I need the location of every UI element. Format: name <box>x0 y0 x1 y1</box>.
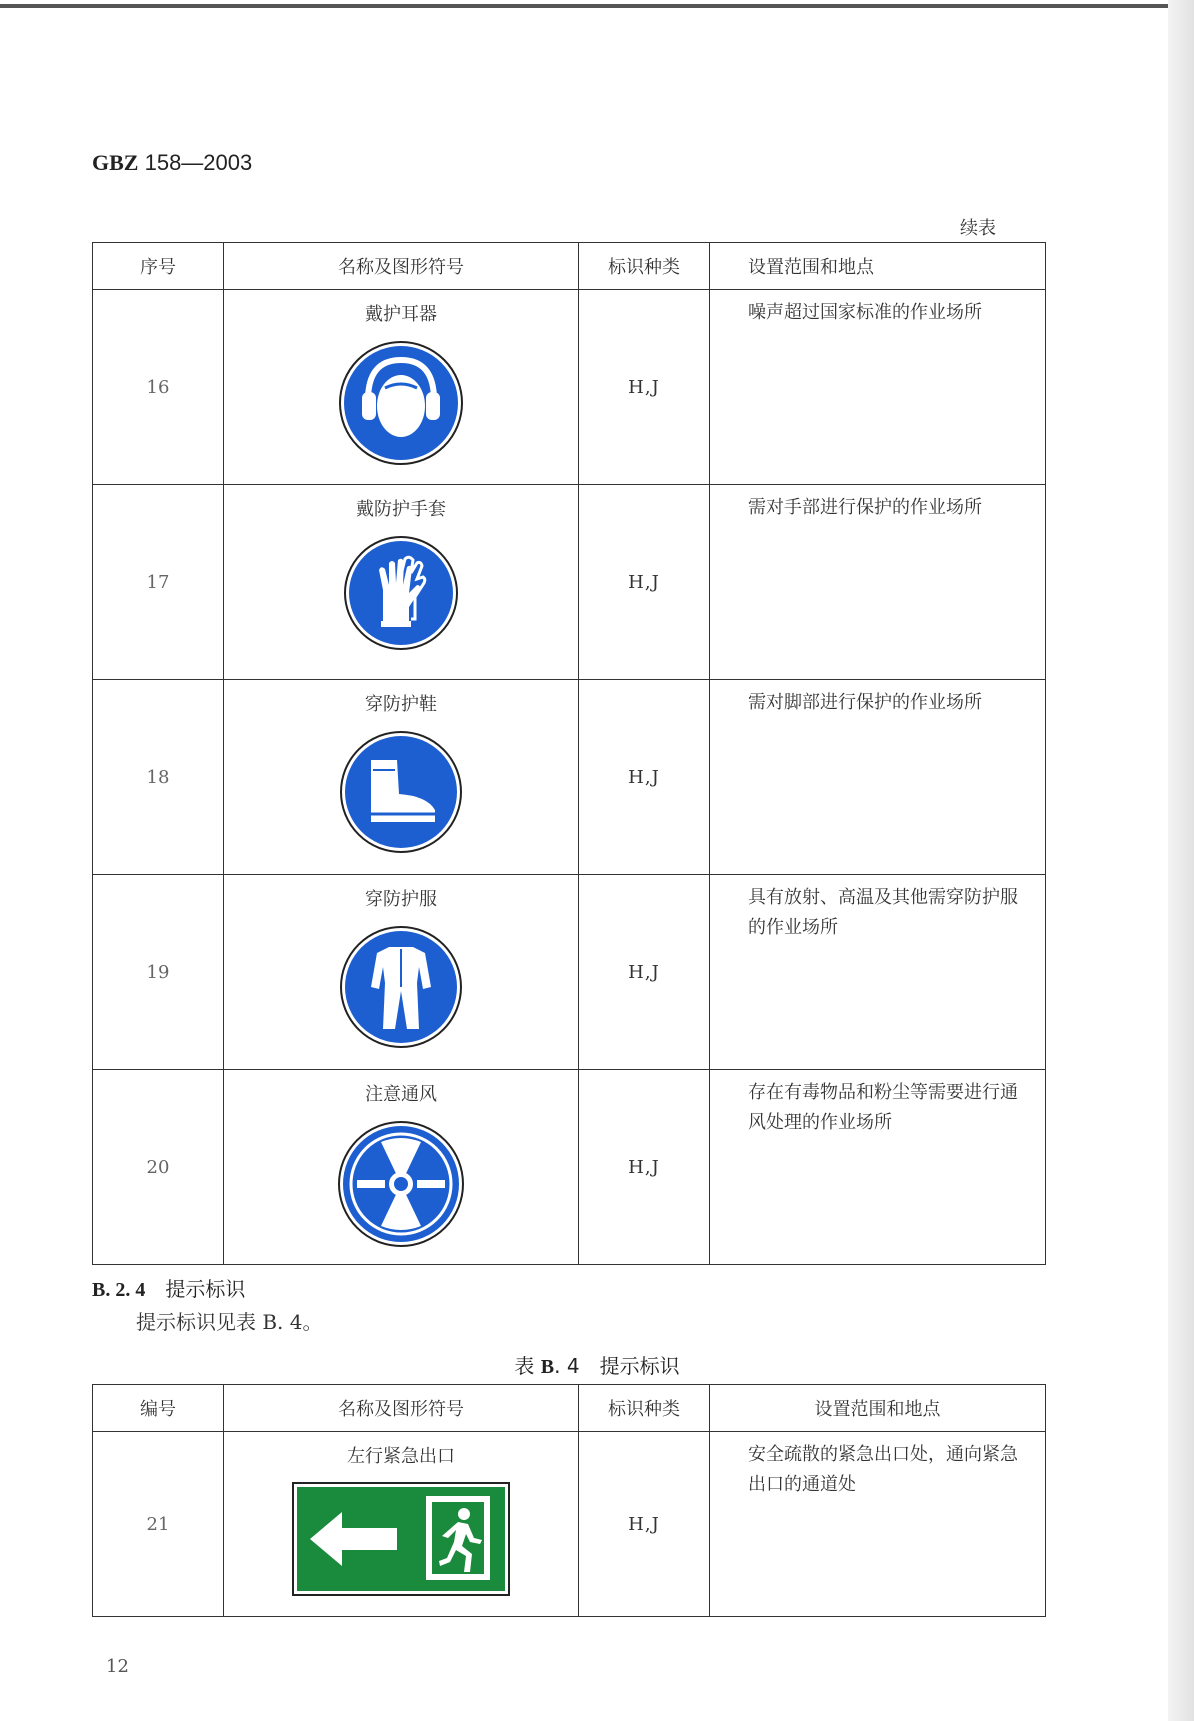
table-row <box>93 1070 1046 1265</box>
ventilation-sign-icon <box>337 1120 465 1248</box>
standard-code: GBZ 158—2003 <box>92 150 253 175</box>
sign-name: 穿防护服 <box>365 889 437 910</box>
sign-kind: H,J <box>579 485 710 680</box>
sign-place: 需对手部进行保护的作业场所 <box>710 485 1046 680</box>
sign-name: 左行紧急出口 <box>347 1446 455 1467</box>
header-kind: 标识种类 <box>579 243 710 290</box>
table-prompt-signs <box>92 1384 1046 1617</box>
header-no: 序号 <box>93 243 224 290</box>
left-emergency-exit-sign-icon <box>292 1482 510 1596</box>
row-number: 20 <box>93 1070 224 1265</box>
page-edge-shadow <box>1168 0 1194 1721</box>
header-place: 设置范围和地点 <box>710 243 1046 290</box>
header-name: 名称及图形符号 <box>224 1385 579 1432</box>
sign-kind: H,J <box>579 680 710 875</box>
table-header-row <box>93 243 1046 290</box>
row-number: 18 <box>93 680 224 875</box>
sign-name: 注意通风 <box>365 1084 437 1105</box>
table-header-row <box>93 1385 1046 1432</box>
sign-kind: H,J <box>579 875 710 1070</box>
sign-cell <box>224 1070 579 1265</box>
sign-name: 穿防护鞋 <box>365 694 437 715</box>
sign-place: 具有放射、高温及其他需穿防护服的作业场所 <box>710 875 1046 1070</box>
table-row <box>93 680 1046 875</box>
sign-cell <box>224 290 579 485</box>
table-row <box>93 875 1046 1070</box>
section-body: 提示标识见表 B. 4。 <box>136 1310 323 1334</box>
sign-cell <box>224 680 579 875</box>
ear-protector-sign-icon <box>338 340 464 466</box>
header-name: 名称及图形符号 <box>224 243 579 290</box>
sign-kind: H,J <box>579 1070 710 1265</box>
sign-name: 戴防护手套 <box>356 499 446 520</box>
page-number: 12 <box>106 1656 129 1677</box>
row-number: 19 <box>93 875 224 1070</box>
table-row <box>93 485 1046 680</box>
header-place: 设置范围和地点 <box>710 1385 1046 1432</box>
sign-place: 安全疏散的紧急出口处，通向紧急出口的通道处 <box>710 1432 1046 1617</box>
sign-cell <box>224 485 579 680</box>
row-number: 17 <box>93 485 224 680</box>
sign-kind: H,J <box>579 290 710 485</box>
section-heading: B. 2. 4 提示标识 <box>92 1277 246 1301</box>
sign-place: 需对脚部进行保护的作业场所 <box>710 680 1046 875</box>
table-mandatory-signs <box>92 242 1046 1265</box>
top-rule <box>0 4 1170 8</box>
table-row <box>93 1432 1046 1617</box>
sign-name: 戴护耳器 <box>365 304 437 325</box>
sign-kind: H,J <box>579 1432 710 1617</box>
table-caption: 表 B. 4 提示标识 <box>514 1354 680 1378</box>
sign-cell <box>224 875 579 1070</box>
protective-clothing-sign-icon <box>339 925 463 1049</box>
row-number: 21 <box>93 1432 224 1617</box>
protective-boots-sign-icon <box>339 730 463 854</box>
continued-label: 续表 <box>960 218 996 239</box>
protective-gloves-sign-icon <box>343 535 459 651</box>
sign-place: 噪声超过国家标准的作业场所 <box>710 290 1046 485</box>
sign-place: 存在有毒物品和粉尘等需要进行通风处理的作业场所 <box>710 1070 1046 1265</box>
sign-cell <box>224 1432 579 1617</box>
header-kind: 标识种类 <box>579 1385 710 1432</box>
row-number: 16 <box>93 290 224 485</box>
table-row <box>93 290 1046 485</box>
header-no: 编号 <box>93 1385 224 1432</box>
